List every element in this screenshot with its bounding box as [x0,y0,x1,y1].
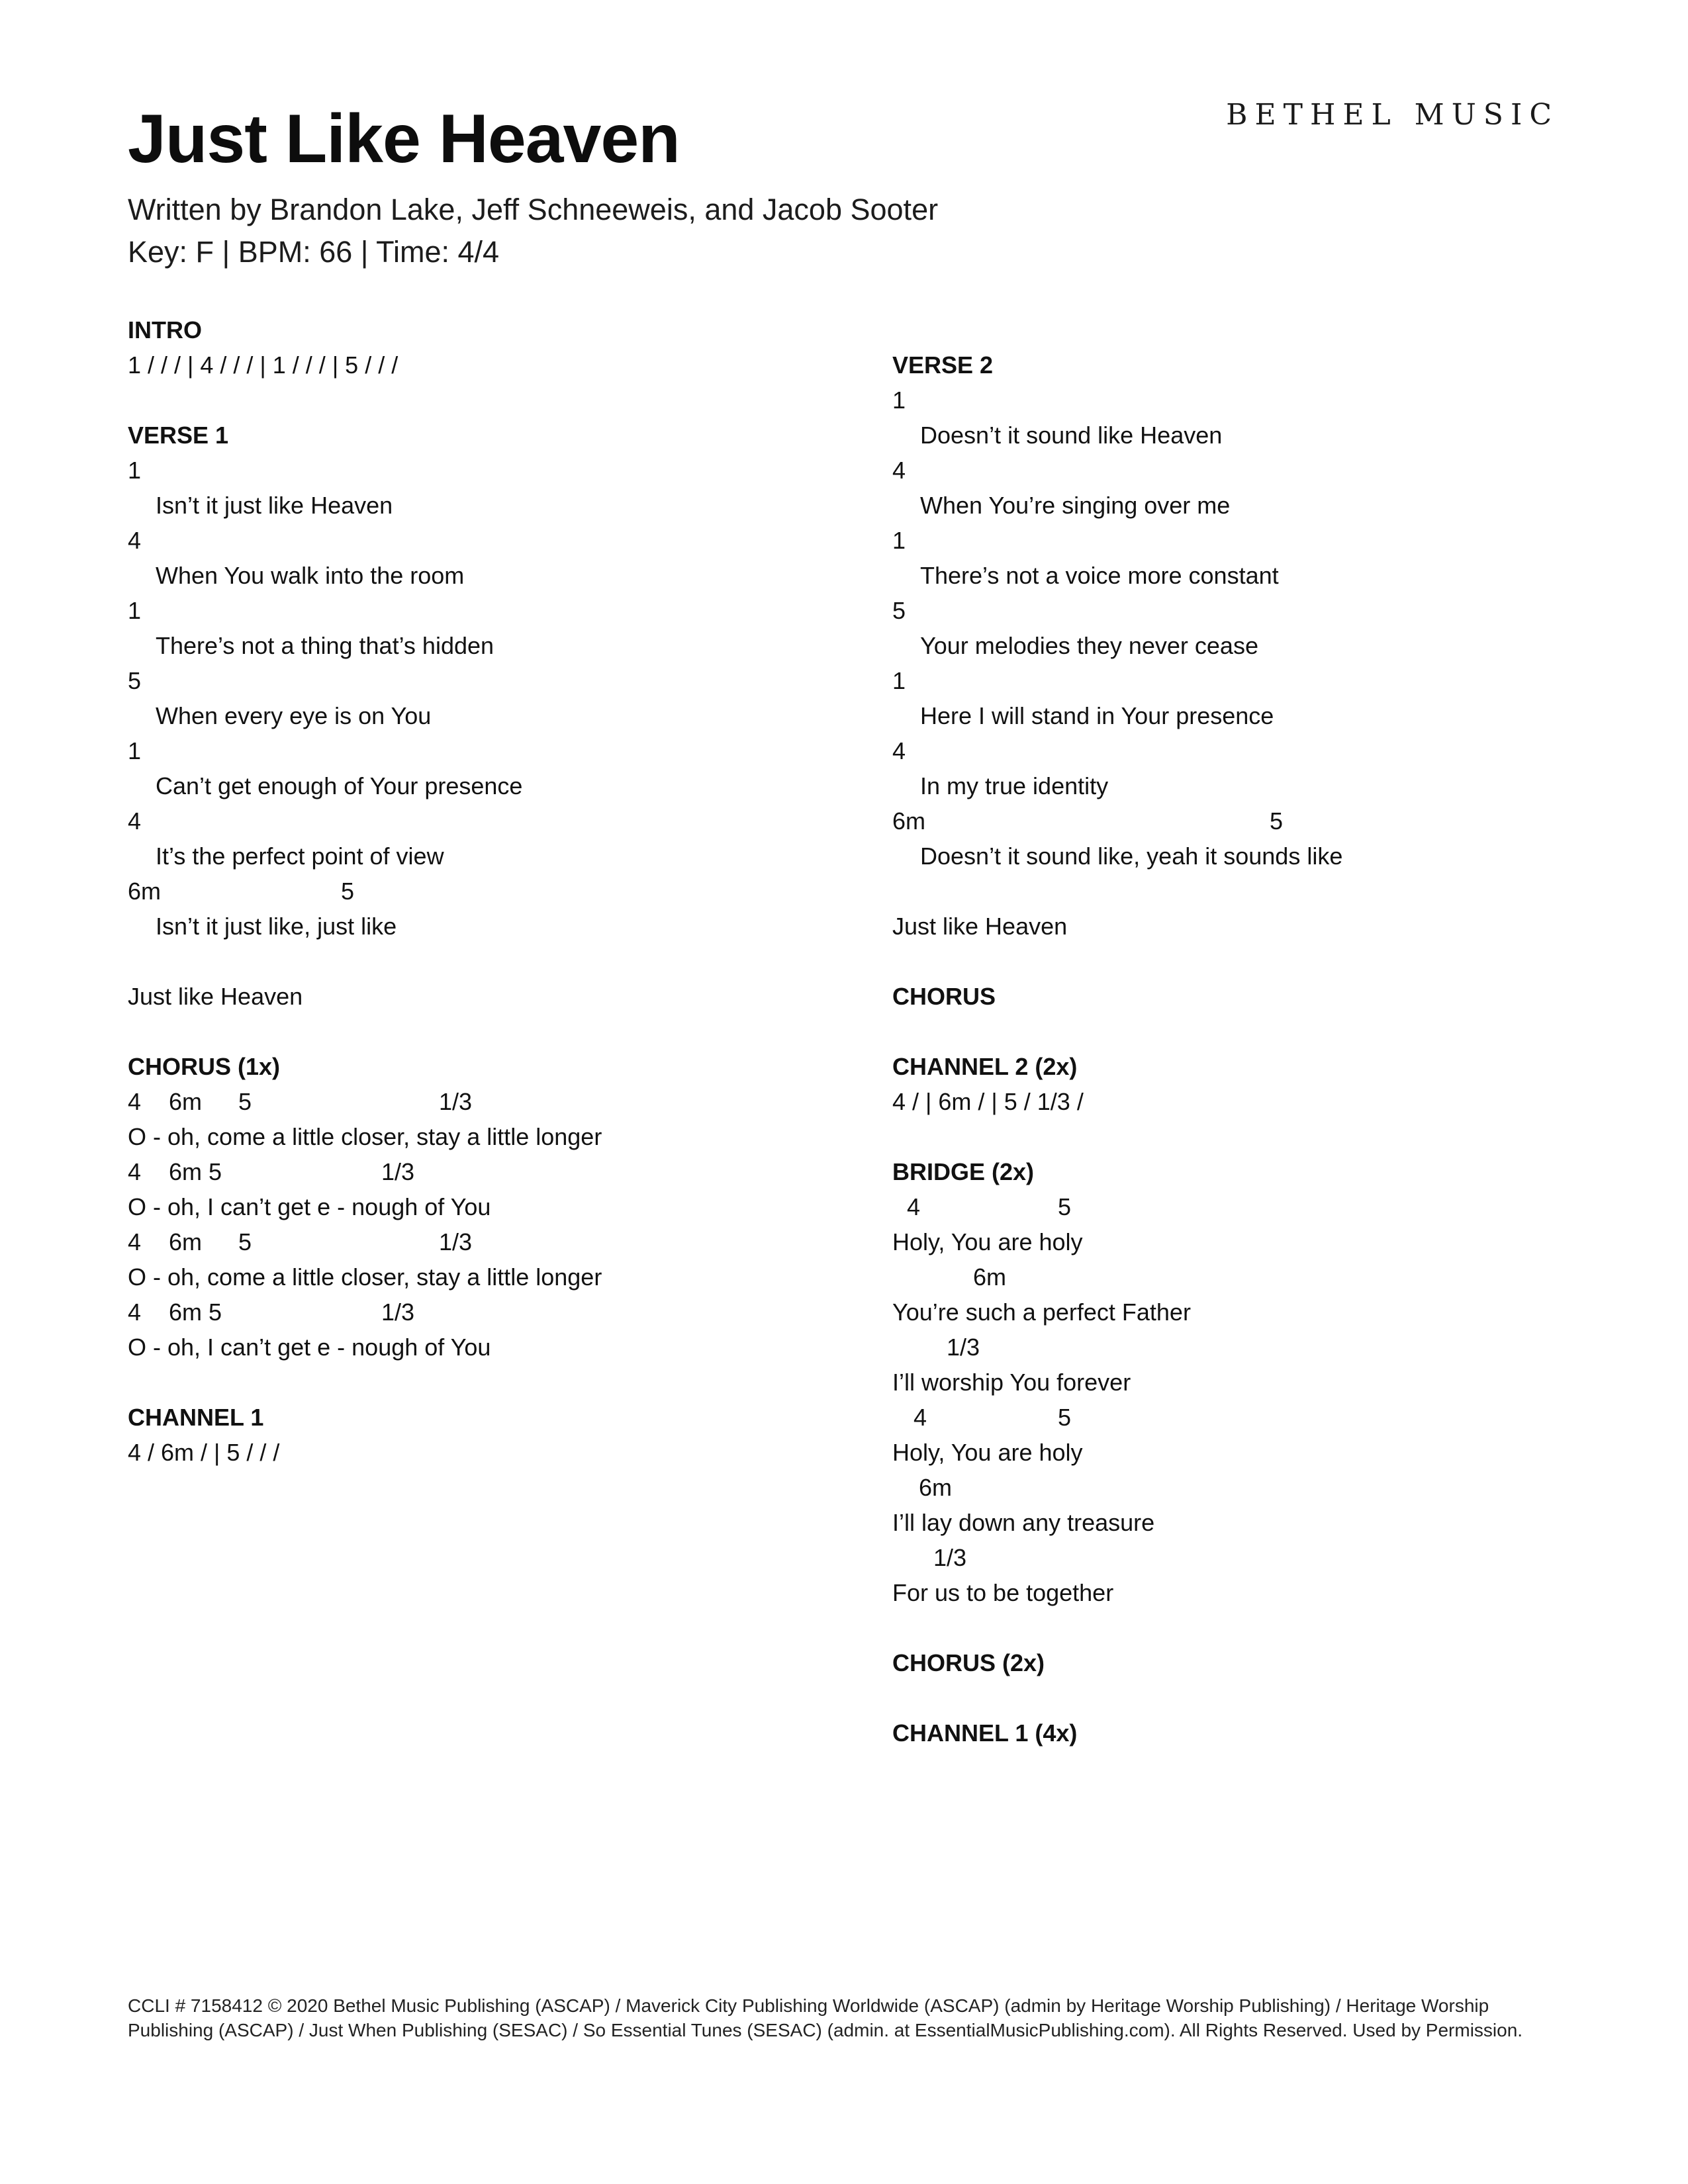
chord: 5 [1058,1193,1072,1220]
chord: 4 [128,1088,142,1115]
section-heading-chorus-ref: CHORUS [892,983,996,1010]
chord: 5 [238,1228,252,1255]
spacer [892,944,1587,979]
chord: 6m 5 [169,1158,222,1185]
lyric-line: Isn’t it just like, just like [156,913,397,940]
song-title: Just Like Heaven [128,101,680,177]
lyric-line: Holy, You are holy [892,1228,1083,1255]
section-heading-chorus-2x: CHORUS (2x) [892,1649,1045,1676]
spacer [128,944,856,979]
chord-line: 5 [892,597,906,624]
chord-line: 1 [128,597,142,624]
chord-line [128,1295,856,1330]
chord-line [892,1259,1587,1295]
spacer [892,1014,1587,1049]
lyric-line: I’ll worship You forever [892,1369,1131,1396]
section-heading-verse-2: VERSE 2 [892,351,994,379]
chord-line: 1 [128,737,142,764]
chord: 1/3 [381,1158,415,1185]
lyric-tag: Just like Heaven [892,913,1068,940]
chord: 5 [238,1088,252,1115]
lyric-line: O - oh, I can’t get e - nough of You [128,1334,491,1361]
chord-line: 4 [128,527,142,554]
writers-line: Written by Brandon Lake, Jeff Schneeweis, and Jacob Sooter [128,193,939,226]
lyric-line: Isn’t it just like Heaven [156,492,393,519]
lyric-line: O - oh, come a little closer, stay a little longer [128,1263,602,1291]
chord-line: 4 [128,807,142,835]
lyric-line: I’ll lay down any treasure [892,1509,1155,1536]
right-column [892,347,1587,1751]
lyric-tag: Just like Heaven [128,983,303,1010]
spacer [128,1365,856,1400]
chord: 4 [128,1158,142,1185]
lyric-line: It’s the perfect point of view [156,842,444,870]
brand-logo: BETHEL MUSIC [1226,98,1559,132]
lyric-line: You’re such a perfect Father [892,1298,1191,1326]
lyric-line: When You walk into the room [156,562,465,589]
chord: 1/3 [439,1088,473,1115]
chord-line [892,1330,1587,1365]
lyric-line: When every eye is on You [156,702,432,729]
chord: 1/3 [947,1334,980,1361]
chord-line: 1 [892,667,906,694]
chord-line: 5 [128,667,142,694]
spacer [892,1119,1587,1154]
chord-line: 1 [128,457,142,484]
lyric-line: O - oh, I can’t get e - nough of You [128,1193,491,1220]
chord-line: 1 [892,387,906,414]
chord-line [128,1084,856,1119]
section-heading-channel-2: CHANNEL 2 (2x) [892,1053,1078,1080]
spacer [128,383,856,418]
lyric-line: For us to be together [892,1579,1114,1606]
chord-progression: 1 / / / | 4 / / / | 1 / / / | 5 / / / [128,351,399,379]
chord: 1/3 [439,1228,473,1255]
lyric-line: In my true identity [920,772,1109,799]
chord: 6m [973,1263,1007,1291]
lyric-line: Doesn’t it sound like Heaven [920,422,1223,449]
chord-line: 1 [892,527,906,554]
lyric-line: There’s not a voice more constant [920,562,1279,589]
section-heading-bridge: BRIDGE (2x) [892,1158,1035,1185]
chord-line [128,1154,856,1189]
chord: 6m [892,807,926,835]
chord-line: 4 [892,457,906,484]
chord-progression: 4 / 6m / | 5 / / / [128,1439,280,1466]
chord: 6m [169,1228,203,1255]
spacer [892,1610,1587,1645]
chord-line [892,1470,1587,1505]
section-heading-intro: INTRO [128,316,202,343]
spacer [128,1014,856,1049]
lyric-line: O - oh, come a little closer, stay a little longer [128,1123,602,1150]
copyright-footer: CCLI # 7158412 © 2020 Bethel Music Publishing (ASCAP) / Maverick City Publishing Worldwide (ASCAP) (admin by Heritage Worship Publishing) / Heritage Worship Publishing (ASCAP) / Just When Publishing (SESAC) / So Essential Tunes (SESAC) (admin. at EssentialMusicPublishing.com). All Rights Reserved. Used by Permission. [128,1995,1523,2040]
lyric-line: Here I will stand in Your presence [920,702,1274,729]
section-heading-verse-1: VERSE 1 [128,422,229,449]
chord: 6m [919,1474,953,1501]
chord-line [128,874,856,909]
chord-line: 4 [892,737,906,764]
chord-line [892,1189,1587,1224]
chord: 1/3 [933,1544,967,1571]
chord-line [892,1400,1587,1435]
chord-line [892,803,1587,839]
chord: 4 [128,1228,142,1255]
lyric-line: There’s not a thing that’s hidden [156,632,494,659]
spacer [892,874,1587,909]
chord: 6m 5 [169,1298,222,1326]
section-heading-channel-1-4x: CHANNEL 1 (4x) [892,1719,1078,1747]
chord-line [892,1540,1587,1575]
chord: 6m [128,878,162,905]
left-column [128,312,856,1470]
chord: 5 [1270,807,1284,835]
key-bpm-time-line: Key: F | BPM: 66 | Time: 4/4 [128,235,500,269]
lyric-line: Holy, You are holy [892,1439,1083,1466]
section-heading-channel-1: CHANNEL 1 [128,1404,264,1431]
chord-progression: 4 / | 6m / | 5 / 1/3 / [892,1088,1084,1115]
chord: 4 [907,1193,921,1220]
chord: 5 [341,878,355,905]
chord: 5 [1058,1404,1072,1431]
song-credits [128,189,938,273]
chord: 4 [128,1298,142,1326]
lyric-line: Your melodies they never cease [920,632,1258,659]
lyric-line: When You’re singing over me [920,492,1231,519]
section-heading-chorus: CHORUS (1x) [128,1053,281,1080]
lyric-line: Can’t get enough of Your presence [156,772,523,799]
chord: 4 [914,1404,927,1431]
chord: 6m [169,1088,203,1115]
lyric-line: Doesn’t it sound like, yeah it sounds like [920,842,1343,870]
spacer [892,1680,1587,1715]
chord-line [128,1224,856,1259]
chord: 1/3 [381,1298,415,1326]
